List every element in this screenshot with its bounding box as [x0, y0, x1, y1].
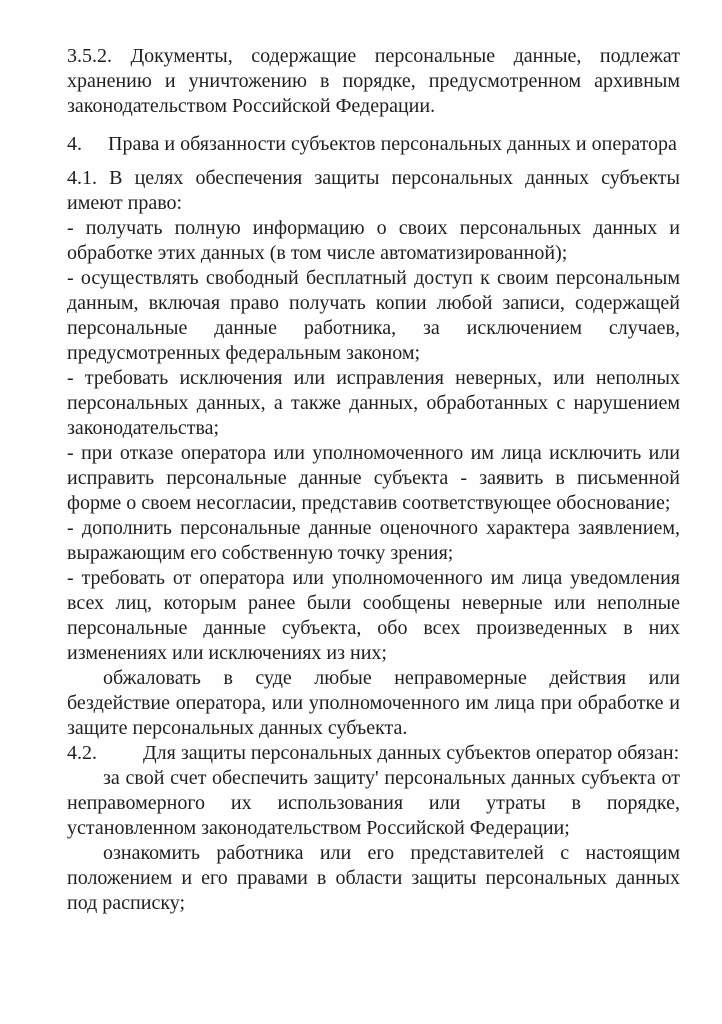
section-4-title: Права и обязанности субъектов персональных данных и оператора	[108, 133, 677, 155]
clause-4-2	[67, 741, 680, 766]
bullet-right-demand-correction: - требовать исключения или исправления неверных, или неполных персональных данных, а также данных, обработанных с нарушением законодательства;	[67, 367, 680, 439]
clause-3-5-2: 3.5.2. Документы, содержащие персональные данные, подлежат хранению и уничтожению в порядке, предусмотренном архивным законодательством Российской Федерации.	[67, 45, 680, 117]
paragraph-operator-acquaint-duty: ознакомить работника или его представителей с настоящим положением и его правами в области защиты персональных данных под расписку;	[67, 842, 680, 914]
clause-4-2-text: Для защиты персональных данных субъектов оператор обязан:	[143, 742, 680, 764]
bullet-right-notify-recipients: - требовать от оператора или уполномоченного им лица уведомления всех лиц, которым ранее были сообщены неверные или неполные персональные данные субъекта, обо всех произведенных в них изменениях или исключениях из них;	[67, 567, 680, 664]
section-4-heading	[67, 132, 680, 157]
paragraph-operator-protection-duty: за свой счет обеспечить защиту' персональных данных субъекта от неправомерного их использования или утраты в порядке, установленном законодательством Российской Федерации;	[67, 767, 680, 839]
section-4-number: 4.	[67, 133, 82, 155]
bullet-right-free-access: - осуществлять свободный бесплатный доступ к своим персональным данным, включая право получать копии любой записи, содержащей персональные данные работника, за исключением случаев, предусмотренных федеральным законом;	[67, 267, 680, 364]
clause-4-2-number: 4.2.	[67, 742, 97, 764]
bullet-right-written-disagreement: - при отказе оператора или уполномоченного им лица исключить или исправить персональные данные субъекта - заявить в письменной форме о своем несогласии, представив соответствующее обоснование;	[67, 442, 680, 514]
paragraph-appeal-in-court: обжаловать в суде любые неправомерные действия или бездействие оператора, или уполномоченного им лица при обработке и защите персональных данных субъекта.	[67, 667, 680, 739]
bullet-right-supplement-data: - дополнить персональные данные оценочного характера заявлением, выражающим его собственную точку зрения;	[67, 517, 680, 564]
clause-4-1: 4.1. В целях обеспечения защиты персональных данных субъекты имеют право:	[67, 167, 680, 214]
bullet-right-full-info: - получать полную информацию о своих персональных данных и обработке этих данных (в том числе автоматизированной);	[67, 217, 680, 264]
